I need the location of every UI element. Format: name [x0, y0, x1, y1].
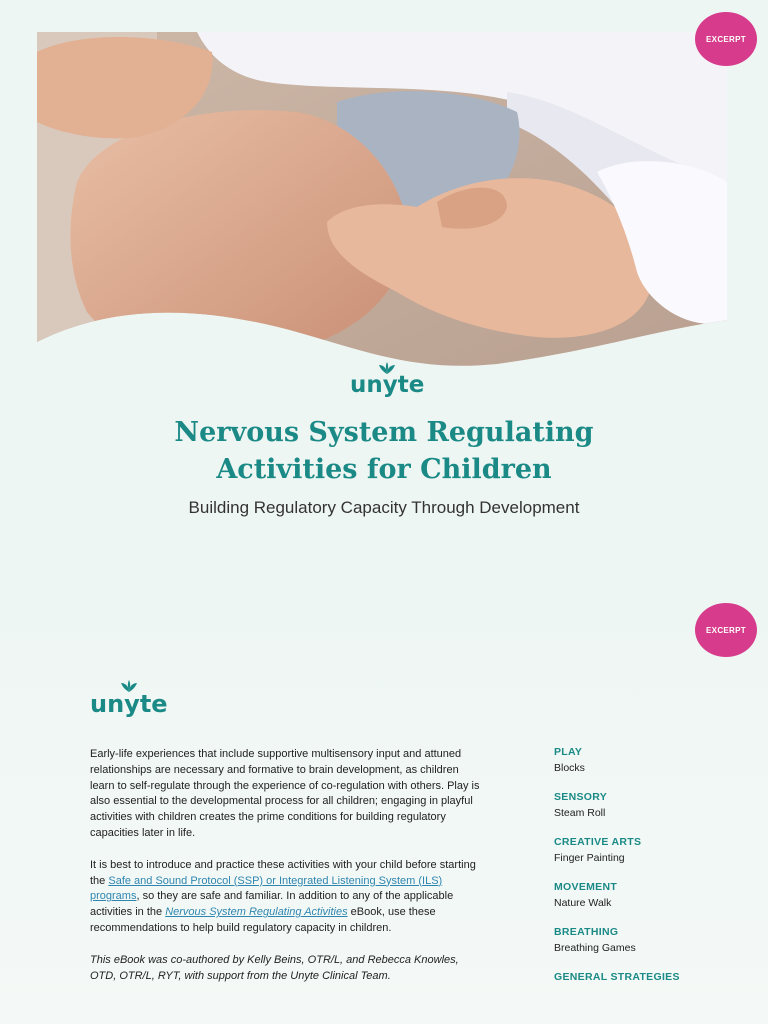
excerpt-badge: EXCERPT — [695, 603, 757, 657]
category-play: PLAY Blocks — [554, 746, 585, 774]
activity-categories — [554, 745, 734, 999]
title-line-2: Activities for Children — [216, 454, 552, 485]
hero-photo — [37, 32, 727, 367]
intro-text — [90, 747, 480, 1000]
title-line-1: Nervous System Regulating — [174, 417, 594, 448]
cover-subtitle: Building Regulatory Capacity Through Development — [188, 498, 580, 517]
authors-note: This eBook was co-authored by Kelly Beins, OTR/L, and Rebecca Knowles, OTD, OTR/L, RYT, with support from the Unyte Clinical Team. — [90, 953, 459, 982]
category-general-strategies: GENERAL STRATEGIES — [554, 971, 680, 983]
category-movement: MOVEMENT Nature Walk — [554, 881, 618, 909]
cover-title — [84, 414, 684, 488]
logo-wordmark: unyte — [350, 372, 424, 398]
ebook-link[interactable]: Nervous System Regulating Activities — [165, 906, 348, 919]
unyte-logo — [350, 372, 424, 398]
category-creative-arts: CREATIVE ARTS Finger Painting — [554, 836, 642, 864]
sprout-icon — [379, 362, 395, 374]
intro-paragraph: Early-life experiences that include supportive multisensory input and attuned relationships are necessary and formative to brain development, as children learn to self-regulate through the experience of co-regulation with others. Play is also essential to the developmental process for all children; engaging in playful activities with children creates the prime conditions for building regulatory capacities later in life. — [90, 748, 480, 839]
logo-wordmark: unyte — [90, 690, 168, 718]
ssp-ils-link[interactable]: Safe and Sound Protocol (SSP) or Integrated Listening System (ILS) programs — [90, 874, 443, 903]
sprout-icon — [121, 680, 137, 692]
excerpt-badge: EXCERPT — [695, 12, 757, 66]
unyte-logo — [90, 690, 168, 718]
category-breathing: BREATHING Breathing Games — [554, 926, 636, 954]
intro-paragraph: It is best to introduce and practice these activities with your child before starting the Safe and Sound Protocol (SSP) or Integrated Listening System (ILS) programs, so they are safe and familiar. In addition to any of the applicable activities in the Nervous System Regulating Activities eBook, use these recommendations to help build regulatory capacity in children. — [90, 858, 476, 934]
category-sensory: SENSORY Steam Roll — [554, 791, 608, 819]
